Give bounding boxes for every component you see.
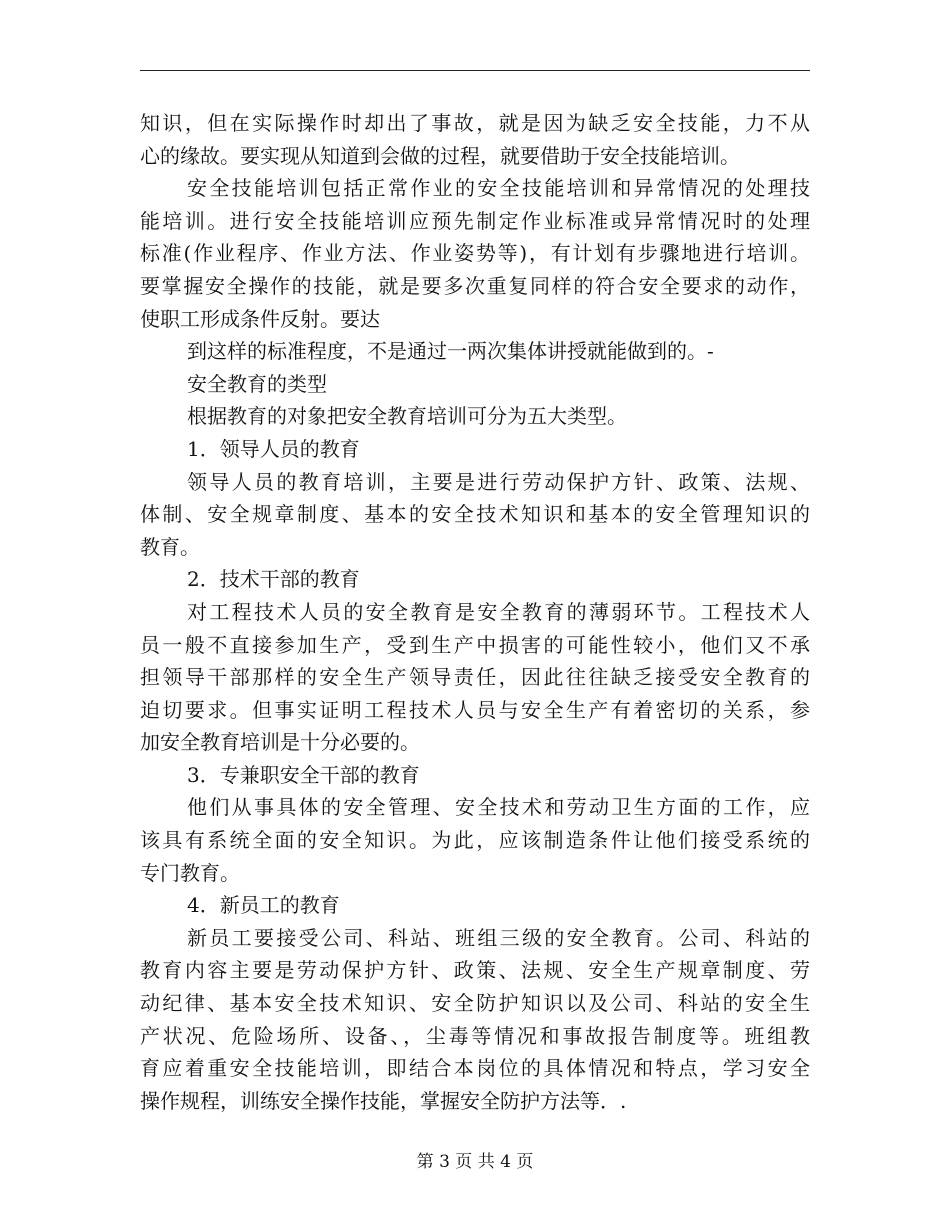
text-line-22: 他们从事具体的安全管理、安全技术和劳动卫生方面的工作，应	[187, 795, 810, 820]
text-line-1: 知识，但在实际操作时却出了事故，就是因为缺乏安全技能，力不从	[140, 111, 810, 135]
document-body	[140, 107, 810, 1117]
subheading-new-employees: 4．新员工的教育	[187, 893, 340, 918]
text-line-12: 领导人员的教育培训，主要是进行劳动保护方针、政策、法规、	[187, 469, 810, 494]
text-line-26: 新员工要接受公司、科站、班组三级的安全教育。公司、科站的	[187, 925, 810, 950]
text-line-7: 使职工形成条件反射。要达	[140, 306, 380, 331]
text-line-8: 到这样的标准程度，不是通过一两次集体讲授就能做到的。-	[187, 339, 714, 364]
page-number-footer: 第 3 页 共 4 页	[416, 1152, 534, 1172]
text-line-13: 体制、安全规章制度、基本的安全技术知识和基本的安全管理知识的	[140, 502, 810, 527]
text-line-30: 育应着重安全技能培训，即结合本岗位的具体情况和特点，学习安全	[140, 1056, 810, 1081]
text-line-3: 安全技能培训包括正常作业的安全技能培训和异常情况的处理技	[187, 176, 810, 201]
text-line-5: 标准(作业程序、作业方法、作业姿势等)，有计划有步骤地进行培训。	[140, 241, 810, 266]
text-line-31: 操作规程，训练安全操作技能，掌握安全防护方法等．.	[140, 1088, 627, 1113]
subheading-safety-cadres: 3．专兼职安全干部的教育	[187, 762, 420, 787]
text-line-19: 迫切要求。但事实证明工程技术人员与安全生产有着密切的关系，参	[140, 697, 810, 722]
text-line-17: 员一般不直接参加生产，受到生产中损害的可能性较小，他们又不承	[140, 632, 810, 657]
text-line-27: 教育内容主要是劳动保护方针、政策、法规、安全生产规章制度、劳	[140, 958, 810, 983]
subheading-leaders: 1．领导人员的教育	[187, 436, 360, 461]
text-line-29: 产状况、危险场所、设备、，尘毒等情况和事故报告制度等。班组教	[140, 1023, 810, 1048]
text-line-4: 能培训。进行安全技能培训应预先制定作业标准或异常情况时的处理	[140, 208, 810, 233]
text-line-16: 对工程技术人员的安全教育是安全教育的薄弱环节。工程技术人	[187, 599, 810, 624]
subheading-technical-cadres: 2．技术干部的教育	[187, 567, 360, 592]
text-line-20: 加安全教育培训是十分必要的。	[140, 730, 420, 755]
text-line-18: 担领导干部那样的安全生产领导责任，因此往往缺乏接受安全教育的	[140, 665, 810, 690]
header-rule	[140, 70, 810, 71]
text-line-28: 动纪律、基本安全技术知识、安全防护知识以及公司、科站的安全生	[140, 991, 810, 1016]
text-line-10: 根据教育的对象把安全教育培训可分为五大类型。	[187, 404, 627, 429]
section-heading: 安全教育的类型	[187, 371, 327, 396]
text-line-14: 教育。	[140, 534, 200, 559]
text-line-23: 该具有系统全面的安全知识。为此，应该制造条件让他们接受系统的	[140, 828, 810, 853]
text-line-2: 心的缘故。要实现从知道到会做的过程，就要借助于安全技能培训。	[140, 143, 740, 168]
text-line-6: 要掌握安全操作的技能，就是要多次重复同样的符合安全要求的动作，	[140, 273, 810, 298]
text-line-24: 专门教育。	[140, 860, 240, 885]
